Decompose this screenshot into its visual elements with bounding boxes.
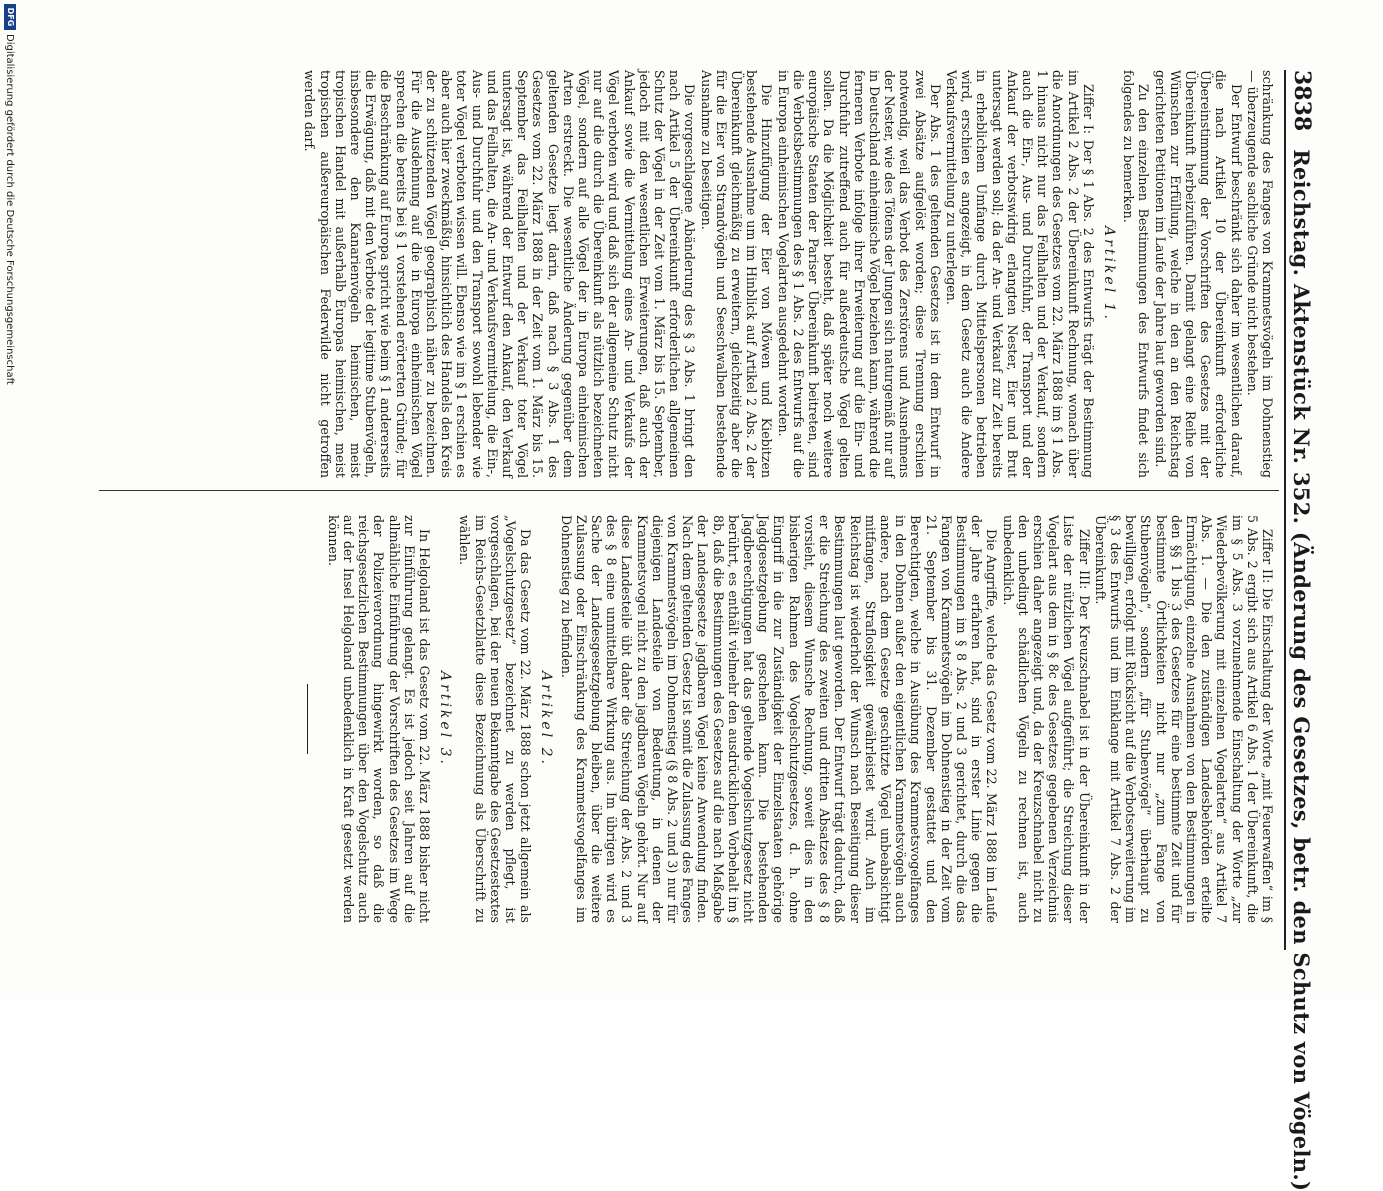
paragraph: Ziffer I: Der § 1 Abs. 2 des Entwurfs trägt der Bestimmung im Artikel 2 Abs. 2 der Übereinkunft Rechnung, wonach über die Anordnungen des Gesetzes vom 22. März 1888 im § 1 Abs. 1 hinaus nicht nur das Feilhalten und der Verkauf, sondern auch die Ein-, Aus- und Durchfuhr, der Transport und der Ankauf der verbotswidrig erlangten Nester, Eier und Brut untersagt werden soll; da der An- und Verkauf zur Zeit bereits in erheblichem Umfange durch Mittelspersonen betrieben wird, erschien es angezeigt, in dem Gesetz auch die Andere Verkaufsvermittelung zu unterlegen. [943, 70, 1096, 478]
digitization-footer [3, 0, 17, 1000]
paragraph: Der Entwurf beschränkt sich daher im wesentlichen darauf, die nach Artikel 10 der Übereinkunft erforderliche Übereinstimmung der Vorschriften des Gesetzes mit der Übereinkunft herbeizuführen. Damit gelangt eine Reihe von Wünschen zur Erfüllung, welche in den an den Reichstag gerichteten Petitionen im Laufe der Jahre laut geworden sind. [1152, 70, 1244, 478]
paragraph: Ziffer III: Der Kreuzschnabel ist in der Übereinkunft in der Liste der nützlichen Vögel aufgeführt; die Streichung dieser Vogelart aus dem in § 8c des Gesetzes gegebenen Verzeichnis erschien daher angezeigt und, da der Kreuzschnabel nicht zu den unbedingt schädlichen Vögeln zu rechnen ist, auch unbedenklich. [1000, 515, 1092, 923]
paragraph: Da das Gesetz vom 22. März 1888 schon jetzt allgemein als „Vogelschutzgesetz“ bezeichnet zu werden pflegt, ist vorgeschlagen, bei der neuen Bekanntgabe des Gesetzestextes im Reichs-Gesetzblatte diese Bezeichnung als Überschrift zu wählen. [457, 515, 534, 923]
dfg-logo-icon: DFG [4, 4, 16, 30]
section-heading: Artikel 1. [1100, 226, 1117, 322]
paragraph: Die Hinzufügung der Eier von Möwen und Kiebitzen bestehende Ausnahme um im Hinblick auf Artikel 2 Abs. 2 der Übereinkunft gleichmäßig zu erweitern, gleichzeitig aber die für die Eier von Strandvögeln und Seeschwalben bestehende Ausnahme zu beseitigen. [698, 70, 775, 478]
left-column [301, 70, 1275, 478]
paragraph: Zu den einzelnen Bestimmungen des Entwurfs findet sich folgendes zu bemerken. [1121, 70, 1152, 478]
section-heading: Artikel 3. [437, 671, 454, 767]
page-number: 3838 [1289, 70, 1315, 132]
section-heading: Artikel 2. [538, 671, 555, 767]
paragraph: Die Angriffe, welche das Gesetz vom 22. März 1888 im Laufe der Jahre erfahren hat, sind in erster Linie gegen die Bestimmungen im § 8 Abs. 2 und 3 gerichtet, durch die das Fangen von Krammetsvögeln im Dohnenstieg in der Zeit vom 21. September bis 31. Dezember gestattet und den Berechtigten, welche in Ausübung des Krammetsvogelfanges in den Dohnen außer den eigentlichen Krammetsvögeln auch andere, nach dem Gesetze geschützte Vögel unbeabsichtigt mitfangen, Straflosigkeit gewährleistet wird. Auch im Reichstag ist wiederholt der Wunsch nach Beseitigung dieser Bestimmungen laut geworden. Der Entwurf trägt dadurch, daß er die Streichung des zweiten und dritten Absatzes des § 8 vorsieht, diesem Wunsche Rechnung, soweit dies in den bisherigen Rahmen des Vogelschutzgesetzes, d. h. ohne Eingriff in die zur Zuständigkeit der Einzelstaaten gehörige Jagdgesetzgebung geschehen kann. Die bestehenden Jagdberechtigungen hat das geltende Vogelschutzgesetz nicht berührt, es enthält vielmehr den ausdrücklichen Vorbehalt im § 8b, daß die Bestimmungen des Gesetzes auf die nach Maßgabe der Landesgesetze jagdbaren Vögel keine Anwendung finden. Nach dem geltenden Gesetz ist somit die Zulassung des Fanges von Krammetsvögeln im Dohnenstieg (§ 8 Abs. 2 und 3) nur für diejenigen Landesteile von Bedeutung, in denen der Krammetsvogel nicht zu den jagdbaren Vögeln gehört. Nur auf diese Landesteile übt daher die Streichung der Abs. 2 und 3 des § 8 eine unmittelbare Wirkung aus. Im übrigen wird es Sache der Landesgesetzgebung bleiben, über die weitere Zulassung oder Einschränkung des Krammetsvogelfanges im Dohnenstieg zu befinden. [558, 515, 1000, 923]
end-rule [307, 684, 308, 754]
page-header [1284, 70, 1318, 1191]
paragraph: In Helgoland ist das Gesetz vom 22. März 1888 bisher nicht zur Einführung gelangt. Es ist jedoch seit Jahren auf die allmähliche Einführung der Vorschriften des Gesetzes im Wege der Polizeiverordnung hingewirkt worden, so daß die reichsgesetzlichen Bestimmungen über den Vogelschutz auch auf der Insel Helgoland unbedenklich in Kraft gesetzt werden können. [325, 515, 433, 923]
paragraph: Ziffer II: Die Einschaltung der Worte „mit Feuerwaffen“ im § 5 Abs. 2 ergibt sich aus Artikel 6 Abs. 1 der Übereinkunft, die im § 5 Abs. 3 vorzunehmende Einschaltung der Worte „zur Wiederbevölkerung mit einzelnen Vogelarten“ aus Artikel 7 Abs. 1. — Die den zuständigen Landesbehörden erteilte Ermächtigung, einzelne Ausnahmen von den Bestimmungen in den §§ 1 bis 3 des Gesetzes für eine bestimmte Zeit und für bestimmte Örtlichkeiten nicht nur „zum Fange von Stubenvögeln“, sondern „für Stubenvögel“ überhaupt zu bewilligen, erfolgt mit Rücksicht auf die Verbotserweiterung im § 3 des Entwurfs und im Einklange mit Artikel 7 Abs. 2 der Übereinkunft. [1092, 515, 1275, 923]
paragraph: schränkung des Fanges von Krammetsvögeln im Dohnenstieg — überzeugende sachliche Gründe nicht bestehen. [1244, 70, 1275, 478]
column-divider [99, 490, 1279, 491]
paragraph: Der Abs. 1 des geltenden Gesetzes ist in dem Entwurf in zwei Absätze aufgelöst worden; diese Trennung erschien notwendig, weil das Verbot des Zerstörens und Ausnehmens der Nester, wie des Tötens der Jungen sich naturgemäß nur auf in Deutschland einheimische Vögel beziehen kann, während die ferneren Verbote infolge ihrer Erweiterung auf die Ein- und Durchfuhr zutreffend auch für außerdeutsche Vögel gelten sollen. Da die Möglichkeit besteht, daß später noch weitere europäische Staaten der Pariser Übereinkunft beitreten, sind die Verbotsbestimmungen des § 1 Abs. 2 des Entwurfs auf die in Europa einheimischen Vogelarten ausgedehnt worden. [775, 70, 943, 478]
paragraph: Die vorgeschlagene Abänderung des § 3 Abs. 1 bringt den nach Artikel 5 der Übereinkunft erforderlichen allgemeinen Schutz der Vögel in der Zeit vom 1. März bis 15. September, jedoch mit den wesentlichen Erweiterungen, daß auch der Ankauf sowie die Vermittelung eines An- und Verkaufs der Vögel verboten wird und daß sich der allgemeine Schutz nicht nur auf die durch die Übereinkunft als nützlich bezeichneten Vögel, sondern auf alle Vögel der in Europa einheimischen Arten erstreckt. Die wesentliche Änderung gegenüber dem geltenden Gesetze liegt darin, daß nach § 3 Abs. 1 des Gesetzes vom 22. März 1888 in der Zeit vom 1. März bis 15. September das Feilhalten und der Verkauf toter Vögel untersagt ist, während der Entwurf den Ankauf, den Verkauf und das Feilhalten, die An- und Verkaufsvermittelung, die Ein-, Aus- und Durchfuhr und den Transport sowohl lebender wie toter Vögel verboten wissen will. Ebenso wie im § 1 erschien es aber auch hier zweckmäßig, hinsichtlich des Handels den Kreis der zu schützenden Vögel geographisch näher zu bezeichnen. Für die Ausdehnung auf die in Europa einheimischen Vögel sprechen die bereits bei § 1 vorstehend erörterten Gründe; für die Beschränkung auf Europa spricht wie beim § 1 andererseits die Erwägung, daß mit den Verbote der legitime Stubenvögeln, insbesondere den Kanarienvögeln heimischen, meist tropischen Handel mit außerhalb Europas heimischen, meist tropischen außereuropäischen Federwilde nicht getroffen werden darf. [302, 70, 698, 478]
page-title: Reichstag. Aktenstück Nr. 352. (Änderung des Gesetzes, betr. den Schutz von Vögeln.) [1289, 149, 1315, 1191]
right-column [307, 515, 1275, 923]
footer-text: Digitalisierung gefördert durch die Deutsche Forschungsgemeinschaft [4, 34, 16, 385]
